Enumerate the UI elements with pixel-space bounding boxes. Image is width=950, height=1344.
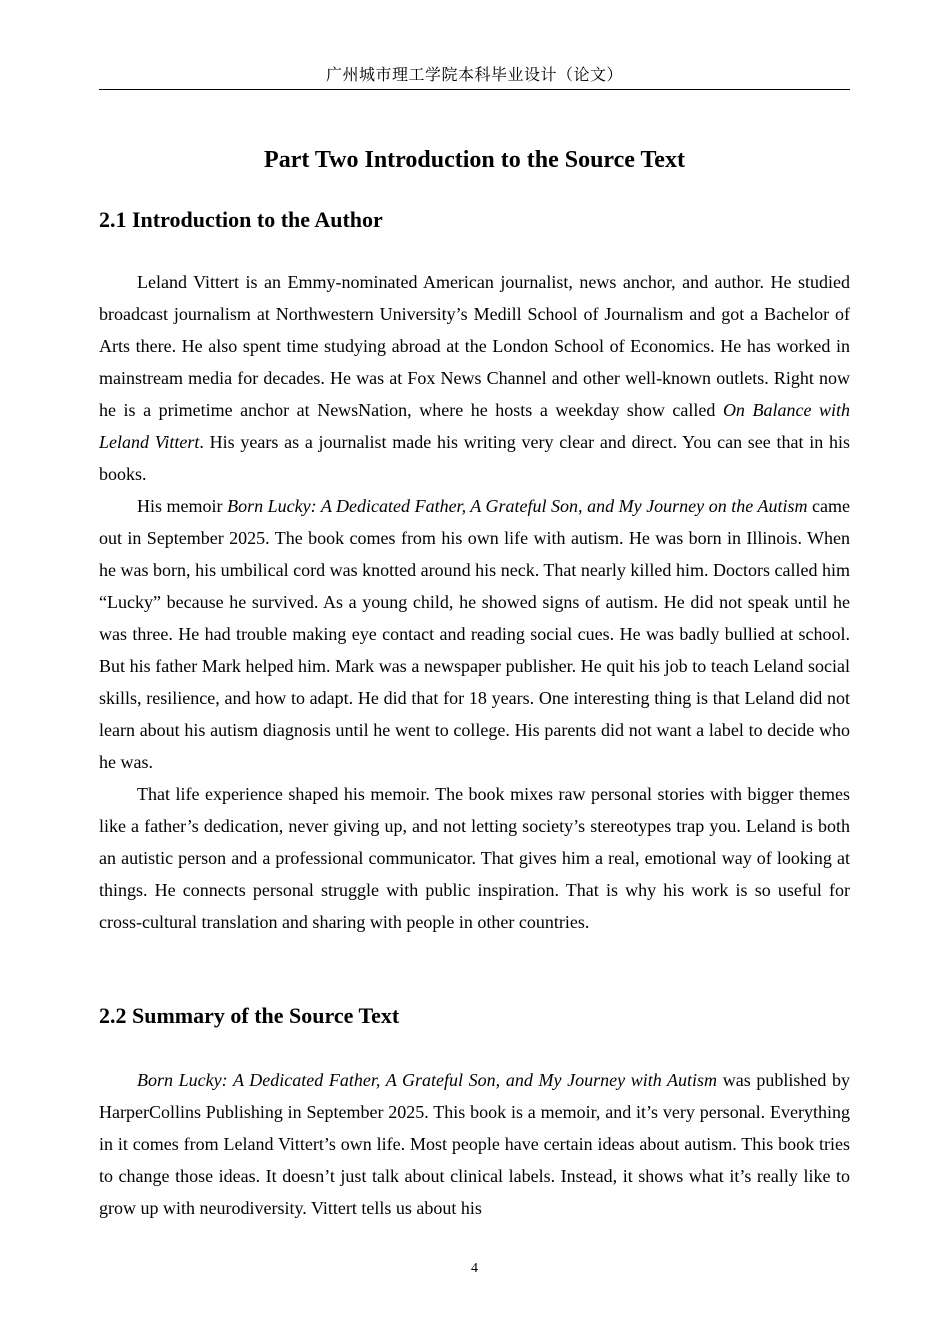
- paragraph-memoir-origin: [99, 490, 850, 778]
- section-heading-summary: 2.2 Summary of the Source Text: [99, 1003, 400, 1028]
- paragraph-author-background: [99, 266, 850, 490]
- book-title: Born Lucky: A Dedicated Father, A Grateful Son, and My Journey with Autism: [137, 1070, 718, 1090]
- paragraph-text: . His years as a journalist made his writing very clear and direct. You can see that in his books.: [99, 432, 850, 484]
- paragraph-text: came out in September 2025. The book comes from his own life with autism. He was born in Illinois. When he was born, his umbilical cord was knotted around his neck. That nearly killed him. Doctors called him “Lucky” because he survived. As a young child, he showed signs of autism. He did not speak until he was three. He had trouble making eye contact and reading social cues. He was badly bullied at school. But his father Mark helped him. Mark was a newspaper publisher. He quit his job to teach Leland social skills, resilience, and how to adapt. He did that for 18 years. One interesting thing is that Leland did not learn about his autism diagnosis until he went to college. His parents did not want a label to decide who he was.: [99, 496, 851, 772]
- section-summary-body: [99, 1064, 850, 1224]
- paragraph-summary: [99, 1064, 850, 1224]
- book-title: Born Lucky: A Dedicated Father, A Grateful Son, and My Journey on the Autism: [227, 496, 808, 516]
- section-author-body: [99, 266, 850, 938]
- paragraph-text: His memoir: [137, 496, 228, 516]
- running-header: 广州城市理工学院本科毕业设计（论文）: [325, 67, 623, 84]
- show-title: On Balance with Leland Vittert: [99, 400, 851, 452]
- paragraph-text: Leland Vittert is an Emmy-nominated American journalist, news anchor, and author. He studied broadcast journalism at Northwestern University’s Medill School of Journalism and got a Bachelor of Arts there. He also spent time studying abroad at the London School of Economics. He has worked in mainstream media for decades. He was at Fox News Channel and other well-known outlets. Right now he is a primetime anchor at NewsNation, where he hosts a weekday show called: [99, 272, 850, 420]
- page-number: 4: [471, 1261, 478, 1276]
- header-divider: [99, 89, 850, 90]
- paragraph-memoir-themes: That life experience shaped his memoir. The book mixes raw personal stories with bigger themes like a father’s dedication, never giving up, and not letting society’s stereotypes trap you. Leland is both an autistic person and a professional communicator. That gives him a real, emotional way of looking at things. He connects personal struggle with public inspiration. That is why his work is so useful for cross-cultural translation and sharing with people in other countries.: [99, 784, 850, 932]
- paragraph-text: was published by HarperCollins Publishing in September 2025. This book is a memoir, and it’s very personal. Everything in it comes from Leland Vittert’s own life. Most people have certain ideas about autism. This book tries to change those ideas. It doesn’t just talk about clinical labels. Instead, it shows what it’s really like to grow up with neurodiversity. Vittert tells us about his: [99, 1070, 850, 1218]
- section-heading-author: 2.1 Introduction to the Author: [99, 207, 383, 232]
- part-title: Part Two Introduction to the Source Text: [264, 147, 685, 173]
